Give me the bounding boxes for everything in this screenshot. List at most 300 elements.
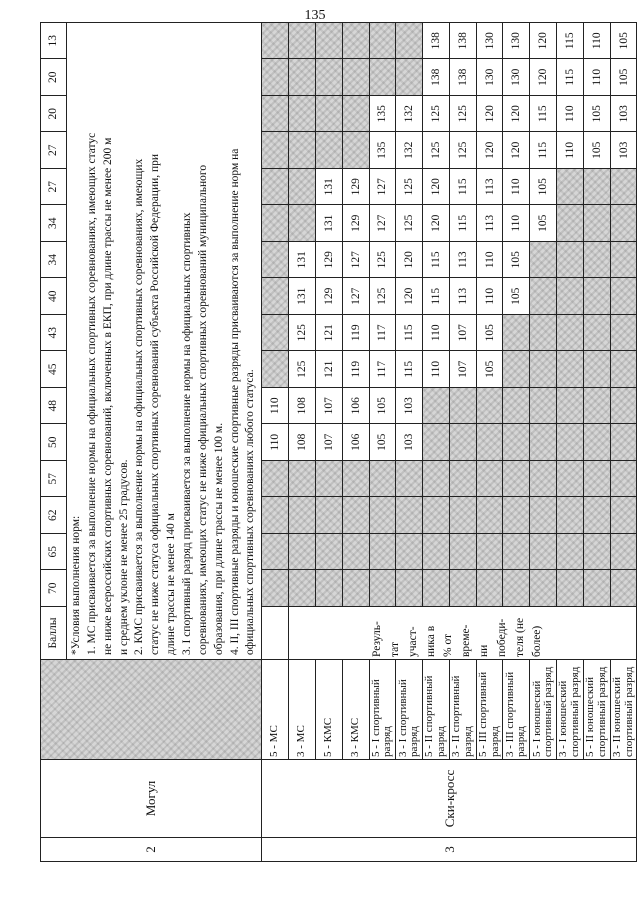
- empty-cell: [449, 497, 476, 534]
- value-cell: 117: [369, 315, 396, 352]
- empty-cell: [315, 96, 342, 133]
- notes-line: 4. II, III спортивные разряды и юношеские спортивные разряды присваиваются за выполнение норм на: [228, 148, 241, 655]
- value-cell: 110: [503, 205, 530, 242]
- empty-cell: [583, 570, 610, 607]
- notes-line: длине трассы не менее 140 м: [165, 513, 178, 655]
- empty-cell: [583, 461, 610, 498]
- value-cell: 110: [583, 59, 610, 96]
- table-row: [583, 23, 610, 862]
- value-cell: 130: [476, 23, 503, 60]
- empty-cell: [262, 96, 289, 133]
- rank-label: 3 - II юношеский: [611, 677, 624, 757]
- value-cell: 110: [423, 351, 450, 388]
- empty-cell: [369, 534, 396, 571]
- value-cell: 120: [476, 96, 503, 133]
- condition-cell: [289, 607, 637, 660]
- rank-cell: [289, 660, 316, 760]
- empty-cell: [369, 23, 396, 60]
- empty-cell: [557, 315, 584, 352]
- rank-cell: [369, 660, 396, 760]
- value-cell: 108: [289, 388, 316, 425]
- rank-cell: [315, 660, 342, 760]
- notes-line: 3. I спортивный разряд присваивается за выполнение нормы на официальных спортивных: [181, 212, 194, 655]
- empty-cell: [503, 424, 530, 461]
- condition-line: % от: [442, 633, 455, 657]
- value-cell: 105: [583, 132, 610, 169]
- value-cell: 127: [342, 278, 369, 315]
- discipline-name: Ски-кросс: [441, 769, 457, 828]
- value-cell: 115: [396, 315, 423, 352]
- value-cell: 113: [476, 205, 503, 242]
- value-cell: 115: [557, 59, 584, 96]
- notes-line: *Условия выполнения норм:: [70, 515, 82, 655]
- value-cell: 115: [423, 242, 450, 279]
- empty-cell: [423, 388, 450, 425]
- empty-cell: [530, 351, 557, 388]
- empty-cell: [262, 534, 289, 571]
- value-cell: 110: [557, 132, 584, 169]
- value-cell: 105: [610, 23, 637, 60]
- empty-cell: [583, 242, 610, 279]
- rank-cell-mogul: [41, 660, 262, 760]
- empty-cell: [476, 424, 503, 461]
- value-cell: 110: [503, 169, 530, 206]
- notes-line: соревнованиях, имеющих статус не ниже официальных спортивных соревнований муниципального: [196, 164, 209, 655]
- empty-cell: [449, 534, 476, 571]
- rank-cell: [396, 660, 423, 760]
- value-cell: 110: [262, 424, 289, 461]
- empty-cell: [530, 388, 557, 425]
- value-cell: 113: [476, 169, 503, 206]
- notes-line: 2. КМС присваивается за выполнение нормы на официальных спортивных соревнованиях, имеющих: [133, 158, 146, 655]
- table-row: [342, 23, 369, 862]
- value-cell: 127: [369, 205, 396, 242]
- empty-cell: [369, 570, 396, 607]
- empty-cell: [289, 96, 316, 133]
- empty-cell: [557, 570, 584, 607]
- value-cell: 138: [423, 23, 450, 60]
- value-cell: 107: [315, 388, 342, 425]
- value-cell: 125: [396, 169, 423, 206]
- value-cell: 113: [449, 242, 476, 279]
- empty-cell: [262, 169, 289, 206]
- empty-cell: [289, 59, 316, 96]
- value-cell: 105: [530, 169, 557, 206]
- empty-cell: [262, 205, 289, 242]
- value-cell: 106: [342, 388, 369, 425]
- value-cell: 125: [369, 278, 396, 315]
- empty-cell: [503, 388, 530, 425]
- rank-label: 5 - МС: [268, 725, 281, 757]
- value-cell: 120: [396, 278, 423, 315]
- empty-cell: [476, 570, 503, 607]
- empty-cell: [530, 278, 557, 315]
- empty-cell: [610, 388, 637, 425]
- value-cell: 120: [503, 132, 530, 169]
- value-cell: 103: [610, 132, 637, 169]
- points-header-cell: 57: [41, 461, 67, 498]
- value-cell: 120: [530, 59, 557, 96]
- condition-line: победи-: [495, 618, 508, 657]
- value-cell: 120: [423, 169, 450, 206]
- empty-cell: [503, 570, 530, 607]
- value-cell: 127: [342, 242, 369, 279]
- value-cell: 120: [530, 23, 557, 60]
- empty-cell: [262, 132, 289, 169]
- value-cell: 129: [342, 169, 369, 206]
- value-cell: 130: [476, 59, 503, 96]
- value-cell: 110: [476, 242, 503, 279]
- empty-cell: [557, 461, 584, 498]
- value-cell: 127: [369, 169, 396, 206]
- value-cell: 105: [503, 278, 530, 315]
- table-row: [503, 23, 530, 862]
- rank-label: 3 - КМС: [348, 717, 361, 757]
- points-label: Баллы: [41, 607, 67, 660]
- condition-line: ни: [477, 644, 490, 657]
- empty-cell: [396, 59, 423, 96]
- empty-cell: [315, 132, 342, 169]
- value-cell: 110: [557, 96, 584, 133]
- rank-cell: [262, 660, 289, 760]
- rank-label: 3 - I юношеский: [557, 680, 570, 757]
- rank-label: спортивный разряд: [568, 666, 581, 757]
- points-header-cell: 27: [41, 132, 67, 169]
- empty-cell: [557, 388, 584, 425]
- rank-label: 3 - II спортивный разряд: [450, 675, 474, 757]
- empty-cell: [610, 534, 637, 571]
- num-cell-mogul: [41, 838, 262, 862]
- empty-cell: [503, 497, 530, 534]
- rank-cell: [583, 660, 610, 760]
- value-cell: 115: [530, 132, 557, 169]
- conditions-notes: [67, 23, 262, 660]
- rank-label: 5 - КМС: [322, 717, 335, 757]
- value-cell: 110: [262, 388, 289, 425]
- empty-cell: [262, 570, 289, 607]
- empty-cell: [530, 242, 557, 279]
- value-cell: 115: [557, 23, 584, 60]
- rank-cell: [503, 660, 530, 760]
- empty-cell: [396, 570, 423, 607]
- empty-cell: [342, 132, 369, 169]
- table-row: [289, 23, 316, 862]
- empty-cell: [262, 497, 289, 534]
- empty-cell: [289, 132, 316, 169]
- empty-cell: [315, 23, 342, 60]
- empty-cell: [610, 278, 637, 315]
- discipline-name: Могул: [143, 780, 159, 817]
- table-row: [262, 23, 289, 862]
- value-cell: 115: [423, 278, 450, 315]
- value-cell: 125: [289, 315, 316, 352]
- rank-label: 3 - I спортивный разряд: [396, 679, 421, 757]
- points-header-cell: 65: [41, 534, 67, 571]
- empty-cell: [476, 388, 503, 425]
- empty-cell: [449, 461, 476, 498]
- condition-cell-empty: [262, 607, 289, 660]
- value-cell: 138: [423, 59, 450, 96]
- empty-cell: [610, 570, 637, 607]
- empty-cell: [583, 497, 610, 534]
- value-cell: 119: [342, 351, 369, 388]
- value-cell: 138: [449, 59, 476, 96]
- value-cell: 132: [396, 96, 423, 133]
- empty-cell: [396, 534, 423, 571]
- points-header-cell: 27: [41, 169, 67, 206]
- points-header-cell: 20: [41, 96, 67, 133]
- empty-cell: [289, 497, 316, 534]
- value-cell: 129: [315, 278, 342, 315]
- table-row: [476, 23, 503, 862]
- empty-cell: [396, 461, 423, 498]
- rank-cell: [530, 660, 557, 760]
- value-cell: 120: [476, 132, 503, 169]
- empty-cell: [557, 242, 584, 279]
- empty-cell: [342, 96, 369, 133]
- rank-label: спортивный разряд: [542, 666, 555, 757]
- table-row: [449, 23, 476, 862]
- empty-cell: [289, 205, 316, 242]
- value-cell: 125: [289, 351, 316, 388]
- points-header-cell: 70: [41, 570, 67, 607]
- empty-cell: [583, 315, 610, 352]
- rank-label: 5 - I спортивный разряд: [369, 679, 394, 757]
- rank-cell: [449, 660, 476, 760]
- empty-cell: [342, 534, 369, 571]
- value-cell: 113: [449, 278, 476, 315]
- table-row: [396, 23, 423, 862]
- notes-line: образования, при длине трассы не менее 100 м.: [212, 422, 225, 655]
- empty-cell: [530, 497, 557, 534]
- value-cell: 131: [315, 169, 342, 206]
- empty-cell: [315, 461, 342, 498]
- empty-cell: [557, 205, 584, 242]
- empty-cell: [583, 278, 610, 315]
- empty-cell: [262, 23, 289, 60]
- empty-cell: [342, 59, 369, 96]
- value-cell: 110: [476, 278, 503, 315]
- value-cell: 125: [369, 242, 396, 279]
- norms-table: [40, 22, 637, 862]
- value-cell: 105: [476, 315, 503, 352]
- empty-cell: [503, 461, 530, 498]
- condition-line: ника в: [424, 625, 437, 657]
- empty-cell: [342, 570, 369, 607]
- value-cell: 125: [449, 132, 476, 169]
- value-cell: 110: [423, 315, 450, 352]
- value-cell: 119: [342, 315, 369, 352]
- value-cell: 106: [342, 424, 369, 461]
- table-row: [315, 23, 342, 862]
- num-cell-skicross: [262, 838, 637, 862]
- rank-cell: [423, 660, 450, 760]
- empty-cell: [503, 534, 530, 571]
- discipline-cell-skicross: [262, 760, 637, 838]
- points-header-cell: 62: [41, 497, 67, 534]
- condition-line: време-: [460, 624, 473, 657]
- value-cell: 125: [423, 132, 450, 169]
- discipline-number: 3: [441, 846, 457, 853]
- rank-cell: [342, 660, 369, 760]
- empty-cell: [342, 461, 369, 498]
- empty-cell: [583, 534, 610, 571]
- empty-cell: [476, 497, 503, 534]
- empty-cell: [476, 461, 503, 498]
- rank-label: 5 - II спортивный разряд: [423, 675, 447, 757]
- points-header-cell: 13: [41, 23, 67, 60]
- points-header-cell: 34: [41, 205, 67, 242]
- value-cell: 131: [289, 278, 316, 315]
- table-row: [557, 23, 584, 862]
- empty-cell: [530, 534, 557, 571]
- points-header-cell: 34: [41, 242, 67, 279]
- empty-cell: [610, 205, 637, 242]
- condition-line: тат: [388, 642, 401, 657]
- rank-label: спортивный разряд: [595, 666, 608, 757]
- empty-cell: [315, 570, 342, 607]
- value-cell: 108: [289, 424, 316, 461]
- empty-cell: [583, 169, 610, 206]
- empty-cell: [396, 497, 423, 534]
- empty-cell: [557, 497, 584, 534]
- condition-line: участ-: [406, 626, 419, 657]
- empty-cell: [262, 351, 289, 388]
- value-cell: 105: [583, 96, 610, 133]
- empty-cell: [583, 388, 610, 425]
- value-cell: 105: [369, 388, 396, 425]
- value-cell: 121: [315, 351, 342, 388]
- rank-cell: [610, 660, 637, 760]
- points-header-cell: 43: [41, 315, 67, 352]
- rank-cell: [557, 660, 584, 760]
- empty-cell: [503, 351, 530, 388]
- value-cell: 107: [449, 351, 476, 388]
- value-cell: 107: [449, 315, 476, 352]
- empty-cell: [423, 534, 450, 571]
- empty-cell: [449, 570, 476, 607]
- value-cell: 129: [315, 242, 342, 279]
- empty-cell: [262, 461, 289, 498]
- value-cell: 120: [503, 96, 530, 133]
- rotated-table-container: [40, 22, 635, 862]
- value-cell: 105: [503, 242, 530, 279]
- value-cell: 125: [423, 96, 450, 133]
- empty-cell: [610, 169, 637, 206]
- value-cell: 120: [423, 205, 450, 242]
- rank-label: 5 - I юношеский: [530, 680, 543, 757]
- value-cell: 115: [396, 351, 423, 388]
- condition-line: Резуль-: [371, 621, 384, 657]
- value-cell: 129: [342, 205, 369, 242]
- notes-line: 1. МС присваивается за выполнение нормы на официальных спортивных соревнованиях, имеющих статус: [85, 132, 98, 655]
- rank-label: 3 - III спортивный разряд: [503, 671, 528, 757]
- empty-cell: [583, 424, 610, 461]
- discipline-number: 2: [143, 846, 159, 853]
- points-header-cell: 50: [41, 424, 67, 461]
- empty-cell: [503, 315, 530, 352]
- value-cell: 135: [369, 96, 396, 133]
- value-cell: 131: [315, 205, 342, 242]
- empty-cell: [262, 315, 289, 352]
- empty-cell: [289, 534, 316, 571]
- condition-line: теля (не: [513, 617, 526, 657]
- rank-label: 5 - II юношеский: [584, 677, 597, 757]
- empty-cell: [557, 278, 584, 315]
- empty-cell: [610, 424, 637, 461]
- value-cell: 130: [503, 23, 530, 60]
- value-cell: 103: [396, 424, 423, 461]
- rank-label: 3 - МС: [295, 725, 308, 757]
- points-header-cell: 20: [41, 59, 67, 96]
- empty-cell: [423, 424, 450, 461]
- empty-cell: [557, 169, 584, 206]
- value-cell: 105: [476, 351, 503, 388]
- empty-cell: [557, 534, 584, 571]
- empty-cell: [289, 23, 316, 60]
- empty-cell: [530, 461, 557, 498]
- value-cell: 138: [449, 23, 476, 60]
- value-cell: 121: [315, 315, 342, 352]
- empty-cell: [557, 424, 584, 461]
- empty-cell: [396, 23, 423, 60]
- empty-cell: [289, 461, 316, 498]
- empty-cell: [557, 351, 584, 388]
- value-cell: 115: [449, 169, 476, 206]
- empty-cell: [315, 534, 342, 571]
- value-cell: 115: [530, 96, 557, 133]
- empty-cell: [262, 278, 289, 315]
- notes-line: официальных спортивных соревнованиях любого статуса.: [244, 369, 257, 655]
- empty-cell: [583, 205, 610, 242]
- value-cell: 107: [315, 424, 342, 461]
- empty-cell: [530, 570, 557, 607]
- empty-cell: [369, 497, 396, 534]
- empty-cell: [289, 570, 316, 607]
- empty-cell: [423, 497, 450, 534]
- empty-cell: [289, 169, 316, 206]
- empty-cell: [610, 242, 637, 279]
- empty-cell: [610, 315, 637, 352]
- points-header-cell: 40: [41, 278, 67, 315]
- value-cell: 103: [396, 388, 423, 425]
- table-body: [41, 23, 637, 862]
- points-header-row: [41, 23, 67, 862]
- empty-cell: [610, 461, 637, 498]
- rank-cell: [476, 660, 503, 760]
- empty-cell: [610, 351, 637, 388]
- empty-cell: [342, 23, 369, 60]
- discipline-cell-mogul: [41, 760, 262, 838]
- points-header-cell: 45: [41, 351, 67, 388]
- table-row: [610, 23, 637, 862]
- empty-cell: [449, 388, 476, 425]
- value-cell: 117: [369, 351, 396, 388]
- value-cell: 110: [583, 23, 610, 60]
- table-row: [423, 23, 450, 862]
- empty-cell: [315, 497, 342, 534]
- empty-cell: [476, 534, 503, 571]
- condition-line: более): [531, 625, 544, 657]
- notes-line: не ниже всероссийских спортивных соревнований, включенных в ЕКП, при длине трассы не менее 200 м: [101, 137, 114, 655]
- points-header-cell: 48: [41, 388, 67, 425]
- value-cell: 115: [449, 205, 476, 242]
- empty-cell: [369, 461, 396, 498]
- value-cell: 103: [610, 96, 637, 133]
- notes-line: статус не ниже статуса официальных спортивных соревнований субъекта Российской Федерации, при: [149, 153, 162, 655]
- empty-cell: [610, 497, 637, 534]
- value-cell: 105: [610, 59, 637, 96]
